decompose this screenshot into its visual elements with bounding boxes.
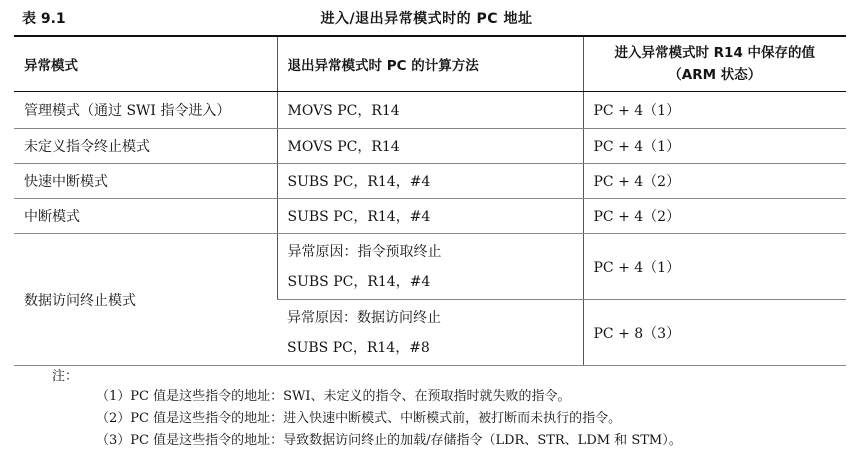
footnote-1: （1）PC 值是这些指令的地址：SWI、未定义的指令、在预取指时就失败的指令。 [96,389,571,404]
cell-value: PC + 4（2） [583,164,846,199]
header-r14-line2: （ARM 状态） [668,67,762,83]
cell-mode: 未定义指令终止模式 [14,129,277,164]
cell-mode: 管理模式（通过 SWI 指令进入） [14,92,277,129]
method-text: SUBS PC，R14，#4 [287,273,431,290]
cell-method: MOVS PC，R14 [277,129,583,164]
cell-mode: 中断模式 [14,199,277,234]
table-title: 进入/退出异常模式时的 PC 地址 [320,11,533,27]
cause-text: 异常原因：数据访问终止 [287,309,441,326]
cell-method: MOVS PC，R14 [277,92,583,129]
cell-method: SUBS PC，R14，#4 [277,164,583,199]
method-text: SUBS PC，R14，#8 [287,339,430,356]
cell-method: SUBS PC，R14，#4 [277,199,583,234]
cell-value: PC + 4（2） [583,199,846,234]
exception-pc-table [14,35,846,366]
cell-method [277,300,583,366]
cell-value: PC + 4（1） [583,234,846,300]
table-row [14,164,846,199]
cell-value: PC + 4（1） [583,129,846,164]
header-mode: 异常模式 [14,36,277,92]
table-row [14,92,846,129]
cell-value: PC + 8（3） [583,300,846,366]
table-caption [0,6,853,28]
header-r14-value [583,36,846,92]
cell-mode: 数据访问终止模式 [14,234,277,366]
header-r14-line1: 进入异常模式时 R14 中保存的值 [614,45,816,61]
cell-mode: 快速中断模式 [14,164,277,199]
footnote-3: （3）PC 值是这些指令的地址：导致数据访问终止的加载/存储指令（LDR、STR、LDM 和 STM）。 [96,433,682,448]
header-row [14,36,846,92]
cell-value: PC + 4（1） [583,92,846,129]
cause-text: 异常原因：指令预取终止 [287,243,442,260]
footnote-2: （2）PC 值是这些指令的地址：进入快速中断模式、中断模式前，被打断而未执行的指令。 [96,411,622,426]
table-row [14,199,846,234]
table-row [14,129,846,164]
header-exit-method: 退出异常模式时 PC 的计算方法 [277,36,583,92]
table-number: 表 9.1 [22,11,66,27]
table-row [14,234,846,300]
notes-label: 注： [52,369,79,384]
cell-method [277,234,583,300]
